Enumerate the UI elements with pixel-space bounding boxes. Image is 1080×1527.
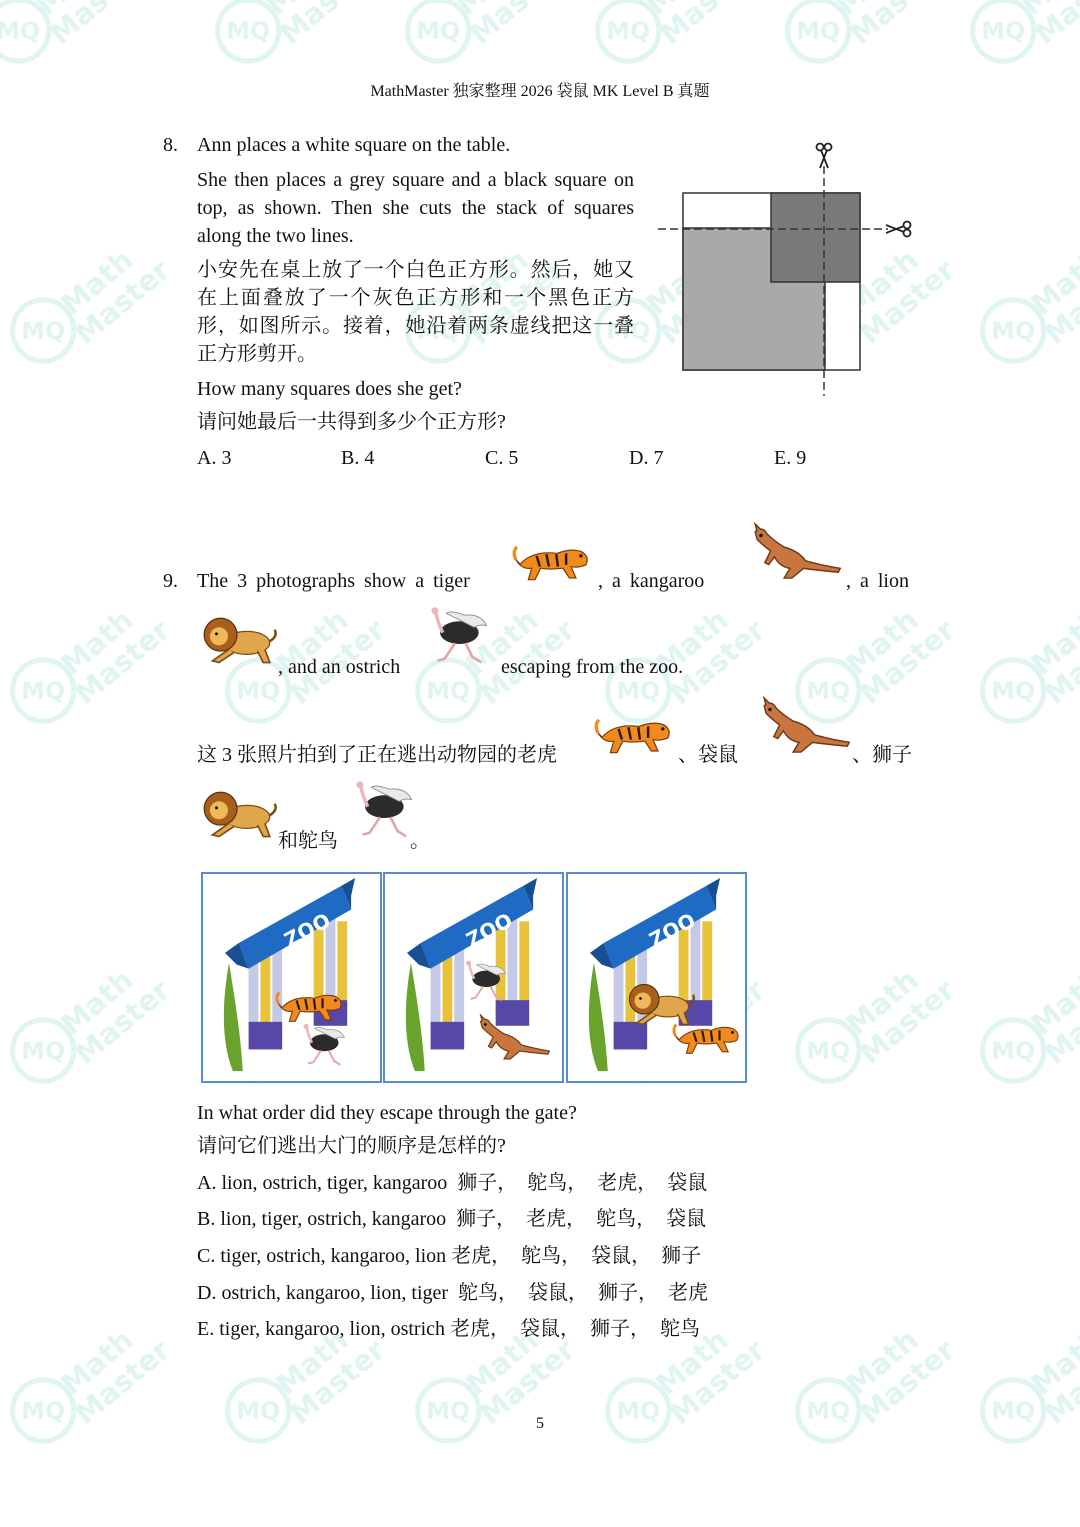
- q9-text-2: , a kangaroo: [598, 570, 705, 592]
- q9-text-1: The 3 photographs show a tiger: [197, 570, 470, 592]
- q9-option-e[interactable]: E. tiger, kangaroo, lion, ostrich 老虎， 袋鼠， 狮子， 鸵鸟: [197, 1318, 701, 1340]
- q8-option-b[interactable]: B. 4: [341, 447, 375, 469]
- tiger-icon: [275, 982, 347, 1026]
- q9-text-4: , and an ostrich: [278, 656, 401, 678]
- black-square: [771, 193, 860, 282]
- q9-option-d[interactable]: D. ostrich, kangaroo, lion, tiger 鸵鸟， 袋鼠， 狮子， 老虎: [197, 1282, 709, 1304]
- q9-zh-3: 、狮子: [852, 744, 912, 766]
- q8-line1: Ann places a white square on the table.: [197, 134, 511, 156]
- q8-option-d[interactable]: D. 7: [629, 447, 664, 469]
- q9-text-3: , a lion: [846, 570, 909, 592]
- lion-icon: [196, 786, 278, 842]
- q8-option-c[interactable]: C. 5: [485, 447, 519, 469]
- ostrich-icon: [420, 606, 490, 668]
- q9-zh-2: 、袋鼠: [678, 744, 738, 766]
- ostrich-icon: [295, 1022, 347, 1070]
- ostrich-icon: [457, 960, 509, 1004]
- q8-number: 8.: [163, 134, 178, 156]
- page-header: MathMaster 独家整理 2026 袋鼠 MK Level B 真题: [370, 83, 710, 100]
- q8-option-a[interactable]: A. 3: [197, 447, 232, 469]
- q9-option-a[interactable]: A. lion, ostrich, tiger, kangaroo 狮子， 鸵鸟， 老虎， 袋鼠: [197, 1172, 708, 1194]
- q8-line2: She then places a grey square and a black square on top, as shown. Then she cuts the stack of squares along the two lines.: [197, 169, 634, 247]
- q9-option-b[interactable]: B. lion, tiger, ostrich, kangaroo 狮子， 老虎， 鸵鸟， 袋鼠: [197, 1208, 707, 1230]
- zoo-sign: ZOO: [462, 908, 517, 952]
- kangaroo-icon: [465, 1000, 551, 1074]
- q9-zh-4: 和鸵鸟: [278, 830, 338, 852]
- q8-question-zh: 请问她最后一共得到多少个正方形?: [197, 411, 506, 433]
- zoo-sign: ZOO: [280, 908, 335, 952]
- scissors-icon: [886, 222, 911, 237]
- scissors-icon: [817, 144, 832, 169]
- q8-question: How many squares does she get?: [197, 378, 462, 400]
- tiger-icon: [512, 535, 594, 585]
- q8-option-e[interactable]: E. 9: [774, 447, 807, 469]
- ostrich-icon: [345, 780, 415, 842]
- tiger-icon: [672, 1014, 744, 1058]
- zoo-photo-1: [201, 872, 382, 1083]
- q9-question-zh: 请问它们逃出大门的顺序是怎样的?: [197, 1135, 506, 1157]
- q9-zh-1: 这 3 张照片拍到了正在逃出动物园的老虎: [197, 744, 557, 766]
- zoo-photo-2: [383, 872, 564, 1083]
- q9-number: 9.: [163, 570, 178, 592]
- q9-option-c[interactable]: C. tiger, ostrich, kangaroo, lion 老虎， 鸵鸟， 袋鼠， 狮子: [197, 1245, 702, 1267]
- zoo-photo-3: [566, 872, 747, 1083]
- q8-squares-figure: [650, 138, 920, 400]
- lion-icon: [196, 612, 278, 668]
- q9-zh-5: 。: [410, 830, 430, 852]
- q8-zh: 小安先在桌上放了一个白色正方形。然后，她又在上面叠放了一个灰色正方形和一个黑色正方形，如图所示。接着，她沿着两条虚线把这一叠正方形剪开。: [197, 259, 634, 365]
- kangaroo-icon: [744, 696, 852, 754]
- q9-text-5: escaping from the zoo.: [501, 656, 684, 678]
- kangaroo-icon: [735, 522, 843, 580]
- zoo-sign: ZOO: [645, 908, 700, 952]
- q9-question: In what order did they escape through the gate?: [197, 1102, 577, 1124]
- page-number: 5: [536, 1415, 544, 1432]
- tiger-icon: [594, 708, 676, 758]
